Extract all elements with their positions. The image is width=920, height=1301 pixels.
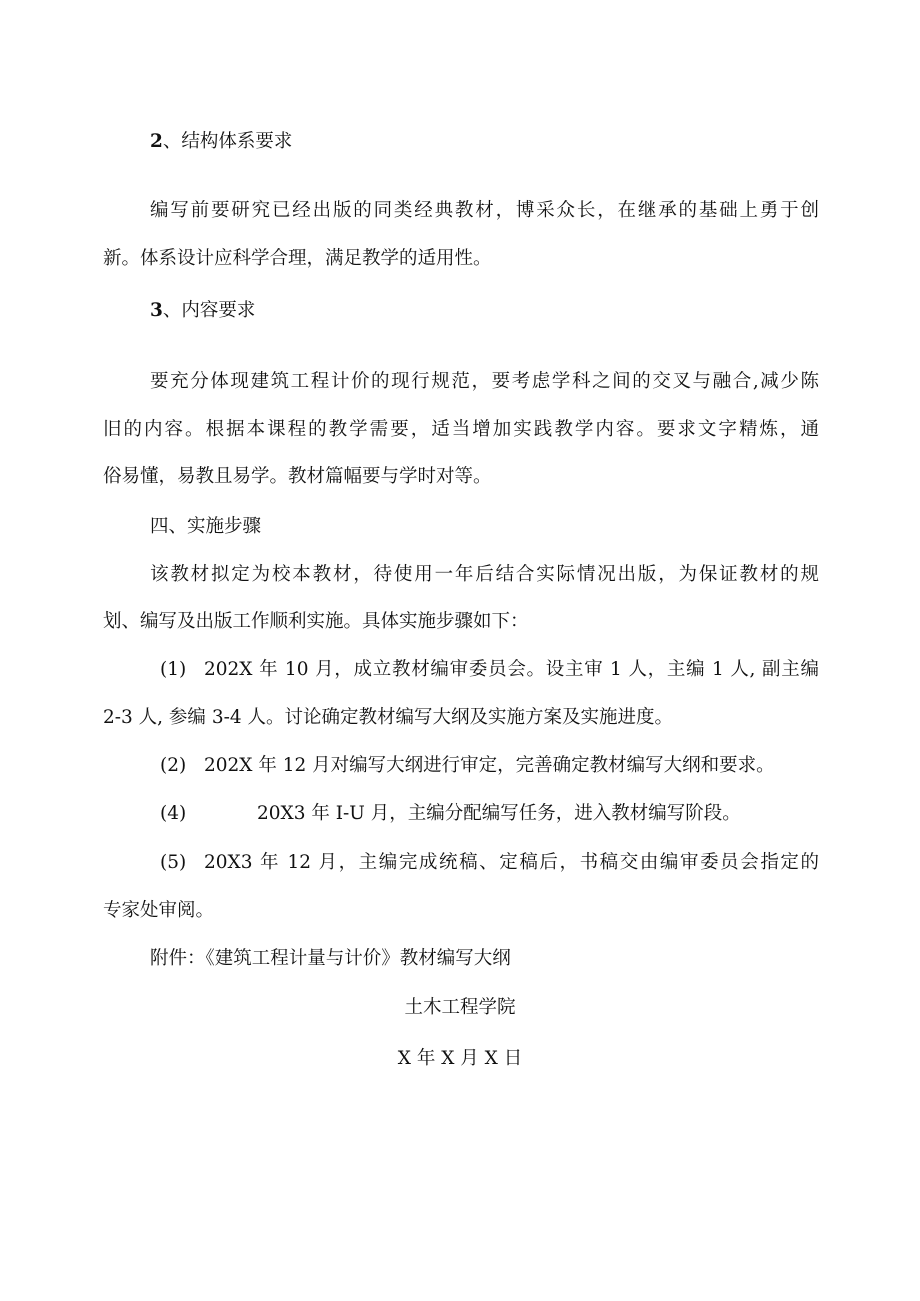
step-4-line-1: 20X3 年 I-U 月，主编分配编写任务，进入教材编写阶段。: [257, 803, 741, 824]
section-3-number: 3: [150, 300, 163, 321]
step-5-line-1: 20X3 年 12 月，主编完成统稿、定稿后，书稿交由编审委员会指定的: [204, 852, 819, 873]
step-4-number: (4): [160, 803, 187, 824]
signature-date: X 年 X 月 X 日: [397, 1048, 523, 1069]
paragraph-3-line-3: 俗易懂，易教且易学。教材篇幅要与学时对等。: [103, 466, 492, 487]
paragraph-3-line-1: 要充分体现建筑工程计价的现行规范，要考虑学科之间的交叉与融合,减少陈: [150, 371, 819, 392]
section-4-heading: 四、实施步骤: [150, 516, 262, 537]
section-3-heading: [150, 299, 866, 323]
step-1-line-2: 2-3 人, 参编 3-4 人。讨论确定教材编写大纲及实施方案及实施进度。: [103, 707, 673, 728]
signature-organization: 土木工程学院: [404, 997, 516, 1018]
paragraph-2-line-1: 编写前要研究已经出版的同类经典教材，博采众长，在继承的基础上勇于创: [150, 200, 819, 221]
paragraph-4-line-2: 划、编写及出版工作顺利实施。具体实施步骤如下：: [103, 611, 529, 632]
step-5-line-2: 专家处审阅。: [103, 900, 215, 921]
paragraph-4-line-1: 该教材拟定为校本教材，待使用一年后结合实际情况出版，为保证教材的规: [150, 564, 819, 585]
paragraph-3-line-2: 旧的内容。根据本课程的教学需要，适当增加实践教学内容。要求文字精炼，通: [103, 419, 819, 440]
step-1-number: (1): [160, 659, 187, 680]
section-2-number: 2: [150, 131, 163, 152]
section-2-heading: [150, 130, 866, 154]
step-2-line-1: 202X 年 12 月对编写大纲进行审定，完善确定教材编写大纲和要求。: [204, 755, 775, 776]
section-3-title: 、内容要求: [162, 300, 256, 321]
step-2-number: (2): [160, 755, 187, 776]
section-2-title: 、结构体系要求: [162, 131, 293, 152]
attachment-line: 附件：《建筑工程计量与计价》教材编写大纲: [150, 948, 511, 969]
step-1-line-1: 202X 年 10 月，成立教材编审委员会。设主审 1 人，主编 1 人, 副主编: [204, 659, 819, 680]
paragraph-2-line-2: 新。体系设计应科学合理，满足教学的适用性。: [103, 248, 492, 269]
step-5-number: (5): [160, 852, 187, 873]
